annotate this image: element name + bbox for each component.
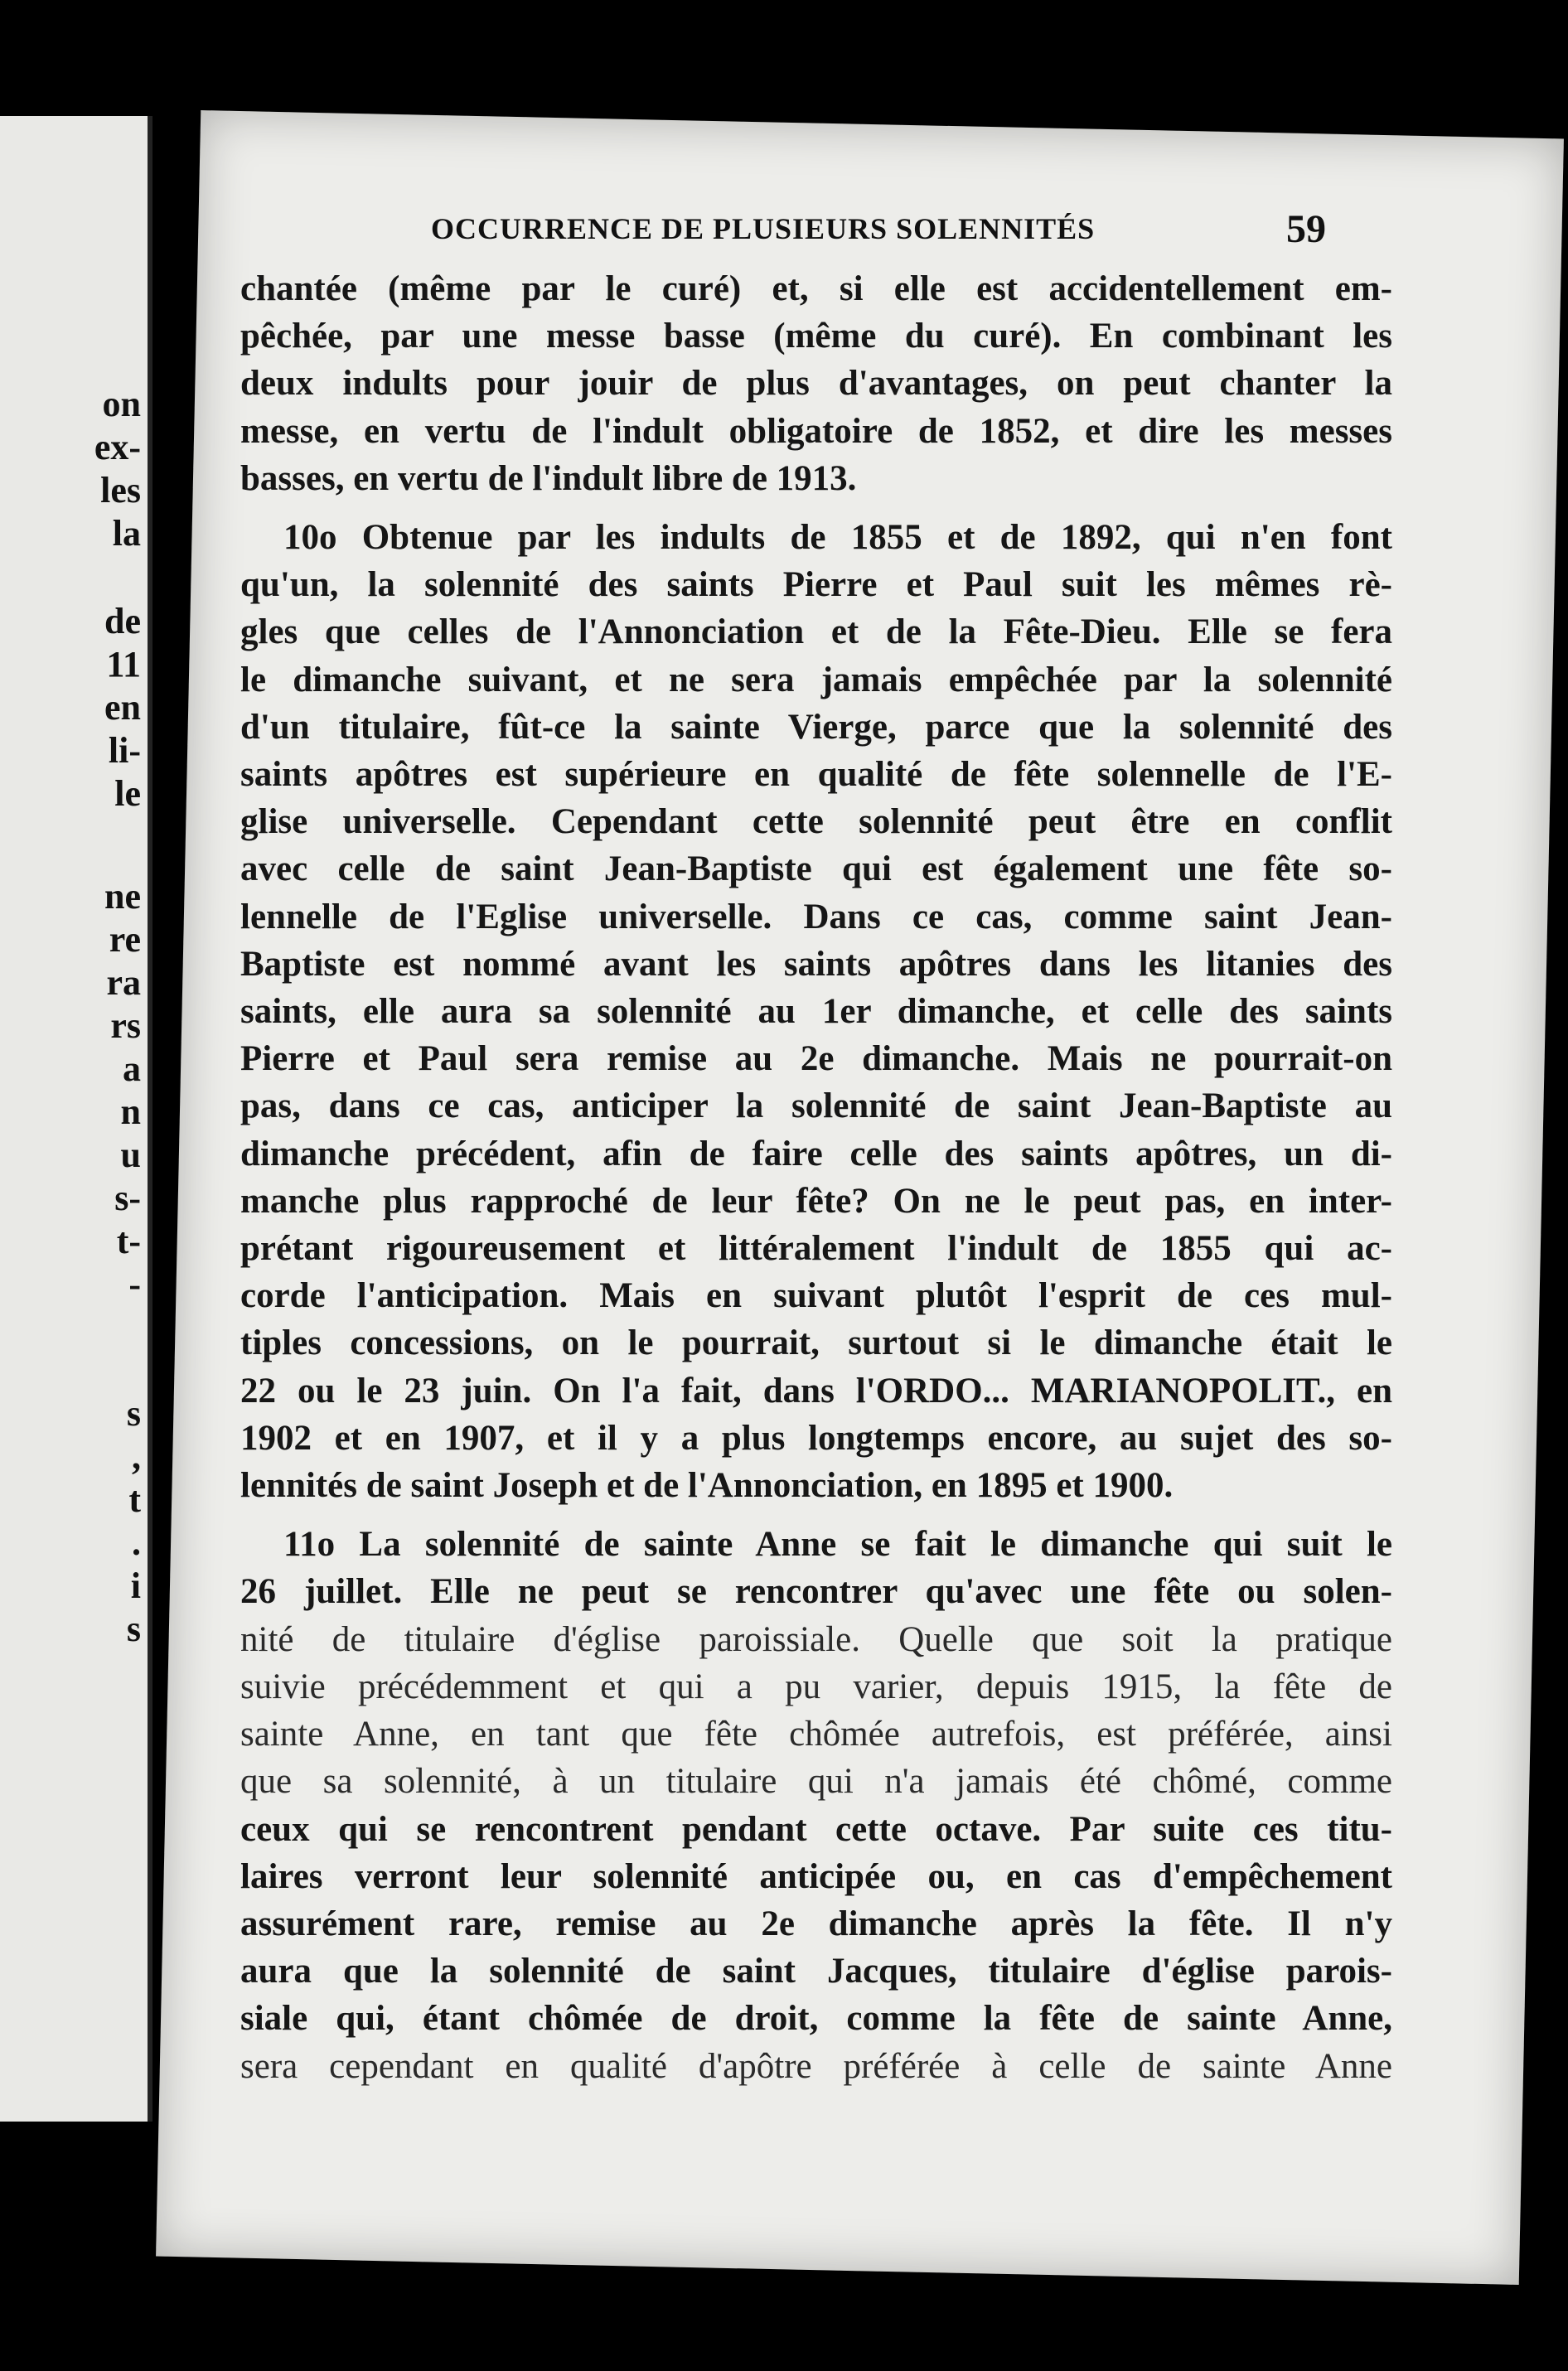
text-line: tiples concessions, on le pourrait, surtout si le dimanche était le <box>240 1323 1392 1363</box>
text-line: sera cependant en qualité d'apôtre préférée à celle de sainte Anne <box>240 2046 1392 2086</box>
left-fragment: on <box>102 384 141 424</box>
text-line: laires verront leur solennité anticipée ou, en cas d'empêchement <box>240 1856 1392 1896</box>
text-line: 22 ou le 23 juin. On l'a fait, dans l'ORDO... MARIANOPOLIT., en <box>240 1371 1392 1411</box>
text-line: deux indults pour jouir de plus d'avantages, on peut chanter la <box>240 364 1392 404</box>
left-fragment: de <box>104 601 141 641</box>
running-title: OCCURRENCE DE PLUSIEURS SOLENNITÉS <box>431 212 1096 245</box>
left-page-fragment <box>0 116 152 2122</box>
text-line: lennelle de l'Eglise universelle. Dans ce cas, comme saint Jean- <box>240 897 1392 936</box>
text-line: aura que la solennité de saint Jacques, titulaire d'église parois- <box>240 1952 1392 1991</box>
text-line: dimanche précédent, afin de faire celle des saints apôtres, un di- <box>240 1134 1392 1173</box>
text-line: basses, en vertu de l'indult libre de 1913. <box>240 458 857 498</box>
left-fragment: a <box>123 1048 141 1089</box>
page-header <box>265 207 1326 261</box>
left-fragment: n <box>120 1091 141 1132</box>
left-fragment: 11 <box>106 644 141 685</box>
text-line: saints apôtres est supérieure en qualité de fête solennelle de l'E- <box>240 755 1392 795</box>
left-fragment: ne <box>104 876 141 917</box>
text-line: 10o Obtenue par les indults de 1855 et de 1892, qui n'en font <box>283 518 1392 558</box>
left-fragment: u <box>120 1135 141 1175</box>
left-fragment: i <box>130 1565 141 1606</box>
paragraph-11 <box>240 1521 1392 2089</box>
text-line: corde l'anticipation. Mais en suivant plutôt l'esprit de ces mul- <box>240 1276 1392 1316</box>
text-line: gles que celles de l'Annonciation et de la Fête-Dieu. Elle se fera <box>240 612 1392 652</box>
text-line: sainte Anne, en tant que fête chômée autrefois, est préférée, ainsi <box>240 1715 1392 1754</box>
page-number: 59 <box>1286 207 1326 251</box>
text-line: avec celle de saint Jean-Baptiste qui est également une fête so- <box>240 849 1392 889</box>
left-fragment: s <box>126 1609 141 1649</box>
text-line: assurément rare, remise au 2e dimanche après la fête. Il n'y <box>240 1904 1392 1943</box>
text-line: saints, elle aura sa solennité au 1er dimanche, et celle des saints <box>240 992 1392 1032</box>
left-fragment: - <box>128 1264 141 1304</box>
left-fragment: ex- <box>94 427 141 467</box>
text-line: prétant rigoureusement et littéralement l'indult de 1855 qui ac- <box>240 1229 1392 1269</box>
left-fragment: s <box>126 1393 141 1434</box>
text-line: siale qui, étant chômée de droit, comme la fête de sainte Anne, <box>240 1999 1392 2039</box>
left-fragment: . <box>132 1522 141 1563</box>
text-line: 11o La solennité de sainte Anne se fait le dimanche qui suit le <box>283 1525 1392 1565</box>
text-line: d'un titulaire, fût-ce la sainte Vierge, parce que la solennité des <box>240 707 1392 747</box>
left-fragment: t <box>128 1479 141 1520</box>
body-text <box>240 265 1392 2171</box>
left-fragment: , <box>132 1436 141 1477</box>
text-line: glise universelle. Cependant cette solennité peut être en conflit <box>240 802 1392 842</box>
left-fragment: li- <box>108 730 141 771</box>
paragraph-10 <box>240 514 1392 1509</box>
text-line: pêchée, par une messe basse (même du curé). En combinant les <box>240 317 1392 356</box>
left-fragment: la <box>112 513 141 554</box>
left-fragment: le <box>114 773 141 814</box>
text-line: nité de titulaire d'église paroissiale. Quelle que soit la pratique <box>240 1619 1392 1659</box>
left-fragment: s- <box>114 1178 141 1218</box>
text-line: 26 juillet. Elle ne peut se rencontrer qu'avec une fête ou solen- <box>240 1572 1392 1612</box>
left-fragment: re <box>109 919 141 960</box>
left-fragment: ra <box>106 962 141 1003</box>
text-line: pas, dans ce cas, anticiper la solennité de saint Jean-Baptiste au <box>240 1086 1392 1126</box>
text-line: messe, en vertu de l'indult obligatoire de 1852, et dire les messes <box>240 411 1392 451</box>
text-line: Baptiste est nommé avant les saints apôtres dans les litanies des <box>240 944 1392 984</box>
text-line: chantée (même par le curé) et, si elle est accidentellement em- <box>240 269 1392 308</box>
text-line: qu'un, la solennité des saints Pierre et Paul suit les mêmes rè- <box>240 565 1392 605</box>
text-line: lennités de saint Joseph et de l'Annonciation, en 1895 et 1900. <box>240 1466 1174 1506</box>
left-fragment: t- <box>116 1221 141 1261</box>
left-fragment: rs <box>110 1005 141 1046</box>
left-fragment: en <box>104 687 141 728</box>
left-fragment: les <box>100 470 141 510</box>
text-line: ceux qui se rencontrent pendant cette octave. Par suite ces titu- <box>240 1809 1392 1849</box>
paragraph-continuation <box>240 265 1392 502</box>
text-line: 1902 et en 1907, et il y a plus longtemps encore, au sujet des so- <box>240 1418 1392 1458</box>
text-line: manche plus rapproché de leur fête? On ne le peut pas, en inter- <box>240 1181 1392 1221</box>
text-line: que sa solennité, à un titulaire qui n'a jamais été chômé, comme <box>240 1762 1392 1802</box>
text-line: Pierre et Paul sera remise au 2e dimanche. Mais ne pourrait-on <box>240 1039 1392 1079</box>
text-line: suivie précédemment et qui a pu varier, depuis 1915, la fête de <box>240 1667 1392 1706</box>
text-line: le dimanche suivant, et ne sera jamais empêchée par la solennité <box>240 660 1392 699</box>
